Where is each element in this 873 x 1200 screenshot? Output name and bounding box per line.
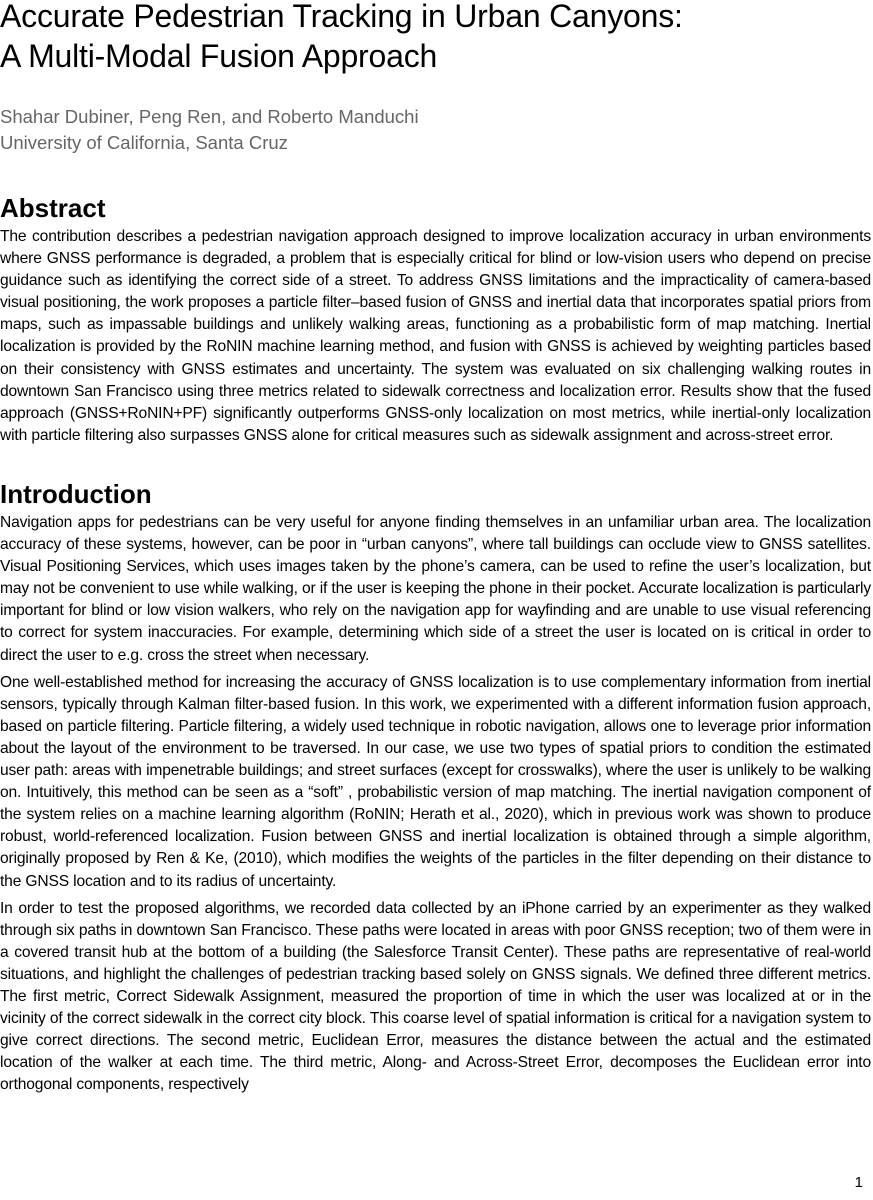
introduction-paragraph-1: Navigation apps for pedestrians can be very useful for anyone finding themselves in an unfamiliar urban area. The localization accuracy of these systems, however, can be poor in “urban canyons”, where tall buildings can occlude view to GNSS satellites. Visual Positioning Services, which uses images taken by the phone’s camera, can be used to refine the user’s localization, but may not be convenient to use while walking, or if the user is keeping the phone in their pocket. Accurate localization is particularly important for blind or low vision walkers, who rely on the navigation app for wayfinding and are unable to use visual referencing to correct for system inaccuracies. For example, determining which side of a street the user is located on is critical in order to direct the user to e.g. cross the street when necessary. [0,514,871,664]
title-line-2: A Multi-Modal Fusion Approach [0,38,438,74]
abstract-heading: Abstract [0,193,106,223]
introduction-paragraph-2: One well-established method for increasing the accuracy of GNSS localization is to use complementary information from inertial sensors, typically through Kalman filter-based fusion. In this work, we experimented with a different information fusion approach, based on particle filtering. Particle filtering, a widely used technique in robotic navigation, allows one to leverage prior information about the layout of the environment to be traversed. In our case, we use two types of spatial priors to condition the estimated user path: areas with impenetrable buildings; and street surfaces (except for crosswalks), where the user is unlikely to be walking on. Intuitively, this method can be seen as a “soft” , probabilistic version of map matching. The inertial navigation component of the system relies on a machine learning algorithm (RoNIN; Herath et al., 2020), which in previous work was shown to produce robust, world-referenced localization. Fusion between GNSS and inertial localization is obtained through a simple algorithm, originally proposed by Ren & Ke, (2010), which modifies the weights of the particles in the filter depending on their distance to the GNSS location and to its radius of uncertainty. [0,673,871,890]
page-number: 1 [854,1174,863,1191]
abstract-section [0,226,871,447]
title-line-1: Accurate Pedestrian Tracking in Urban Canyons: [0,0,683,34]
author-names: Shahar Dubiner, Peng Ren, and Roberto Manduchi [0,106,419,127]
introduction-paragraph-3: In order to test the proposed algorithms, we recorded data collected by an iPhone carried by an experimenter as they walked through six paths in downtown San Francisco. These paths were located in areas with poor GNSS reception; two of them were in a covered transit hub at the bottom of a building (the Salesforce Transit Center). These paths are representative of real-world situations, and highlight the challenges of pedestrian tracking based solely on GNSS signals. We defined three different metrics. The first metric, Correct Sidewalk Assignment, measured the proportion of time in which the user was localized at or in the vicinity of the correct sidewalk in the correct city block. This coarse level of spatial information is critical for a navigation system to give correct directions. The second metric, Euclidean Error, measures the distance between the actual and the estimated location of the walker at each time. The third metric, Along- and Across-Street Error, decomposes the Euclidean error into orthogonal components, respectively [0,899,871,1094]
author-block [0,104,871,156]
abstract-text: The contribution describes a pedestrian navigation approach designed to improve localization accuracy in urban environments where GNSS performance is degraded, a problem that is especially critical for blind or low-vision users who depend on precise guidance such as identifying the correct side of a street. To address GNSS limitations and the impracticality of camera-based visual positioning, the work proposes a particle filter–based fusion of GNSS and inertial data that incorporates spatial priors from maps, such as impassable buildings and unlikely walking areas, functioning as a probabilistic form of map matching. Inertial localization is provided by the RoNIN machine learning method, and fusion with GNSS is achieved by weighting particles based on their consistency with GNSS estimates and uncertainty. The system was evaluated on six challenging walking routes in downtown San Francisco using three metrics related to sidewalk correctness and localization error. Results show that the fused approach (GNSS+RoNIN+PF) significantly outperforms GNSS-only localization on most metrics, while inertial-only localization with particle filtering also surpasses GNSS alone for critical measures such as sidewalk assignment and across-street error. [0,228,871,444]
author-affiliation: University of California, Santa Cruz [0,132,288,153]
introduction-heading: Introduction [0,479,152,509]
introduction-section [0,512,871,1096]
paper-title [0,0,871,76]
